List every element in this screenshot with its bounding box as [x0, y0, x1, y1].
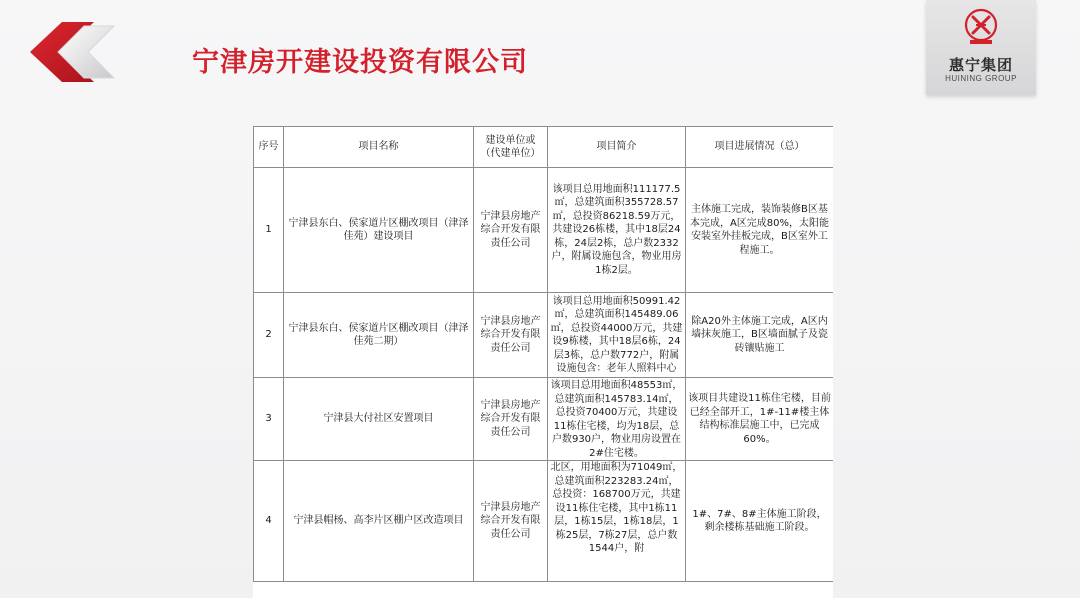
row-index: 4 [254, 461, 284, 582]
row-brief-cell [548, 378, 686, 461]
row-project-name: 宁津县大付社区安置项目 [284, 378, 474, 461]
projects-table [253, 126, 833, 582]
row-index: 2 [254, 293, 284, 378]
table-header-row [254, 127, 834, 168]
row-build-unit: 宁津县房地产综合开发有限责任公司 [474, 378, 548, 461]
row-project-name: 宁津县帽杨、高李片区棚户区改造项目 [284, 461, 474, 582]
row-progress: 1#、7#、8#主体施工阶段，剩余楼栋基础施工阶段。 [686, 461, 834, 582]
row-progress: 除A20外主体施工完成，A区内墙抹灰施工，B区墙面腻子及瓷砖镶贴施工 [686, 293, 834, 378]
row-project-name: 宁津县东白、侯家道片区棚改项目（津泽佳苑）建设项目 [284, 168, 474, 293]
column-header-brief: 项目简介 [548, 127, 686, 168]
column-header-progress: 项目进展情况（总） [686, 127, 834, 168]
table-row [254, 378, 834, 461]
row-project-name: 宁津县东白、侯家道片区棚改项目（津泽佳苑二期） [284, 293, 474, 378]
row-brief-cell [548, 461, 686, 582]
page-title: 宁津房开建设投资有限公司 [192, 47, 528, 78]
brand-subtitle: HUINING GROUP [945, 74, 1017, 83]
row-brief: 北区，用地面积为71049㎡，总建筑面积223283.24㎡，总投资：168700万元，共建设11栋住宅楼，其中1栋11层，1栋15层，1栋18层，1栋25层，7栋27层，总户数1544户，附 [550, 462, 683, 554]
row-brief-cell [548, 168, 686, 293]
row-progress: 主体施工完成，装饰装修B区基本完成，A区完成80%，太阳能安装室外挂板完成，B区室外工程施工。 [686, 168, 834, 293]
table-row [254, 461, 834, 582]
row-brief: 该项目总用地面积48553㎡，总建筑面积145783.14㎡，总投资70400万元，共建设11栋住宅楼，均为18层，总户数930户，物业用房设置在2#住宅楼。 [550, 380, 683, 459]
row-index: 1 [254, 168, 284, 293]
column-header-index: 序号 [254, 127, 284, 168]
row-build-unit: 宁津县房地产综合开发有限责任公司 [474, 293, 548, 378]
table-row [254, 293, 834, 378]
table-row [254, 168, 834, 293]
row-brief: 该项目总用地面积50991.42㎡，总建筑面积145489.06㎡，总投资44000万元，共建设9栋楼，其中18层6栋，24层3栋，总户数772户，附属设施包含：老年人照料中心 [550, 295, 683, 374]
column-header-unit: 建设单位或（代建单位） [474, 127, 548, 168]
column-header-name: 项目名称 [284, 127, 474, 168]
huining-emblem-icon [964, 8, 998, 46]
row-progress: 该项目共建设11栋住宅楼，目前已经全部开工，1#-11#楼主体结构标准层施工中，已完成60%。 [686, 378, 834, 461]
brand-logo-panel [926, 0, 1036, 95]
row-brief-cell [548, 293, 686, 378]
row-build-unit: 宁津县房地产综合开发有限责任公司 [474, 168, 548, 293]
brand-name: 惠宁集团 [948, 56, 1013, 74]
corner-decoration-icon [22, 14, 122, 94]
projects-table-container [253, 126, 833, 598]
row-index: 3 [254, 378, 284, 461]
row-brief: 该项目总用地面积111177.5㎡，总建筑面积355728.57㎡，总投资86218.59万元，共建设26栋楼，其中18层24栋，24层2栋，总户数2332户，附属设施包含，物业用房1栋2层。 [551, 183, 682, 276]
row-build-unit: 宁津县房地产综合开发有限责任公司 [474, 461, 548, 582]
